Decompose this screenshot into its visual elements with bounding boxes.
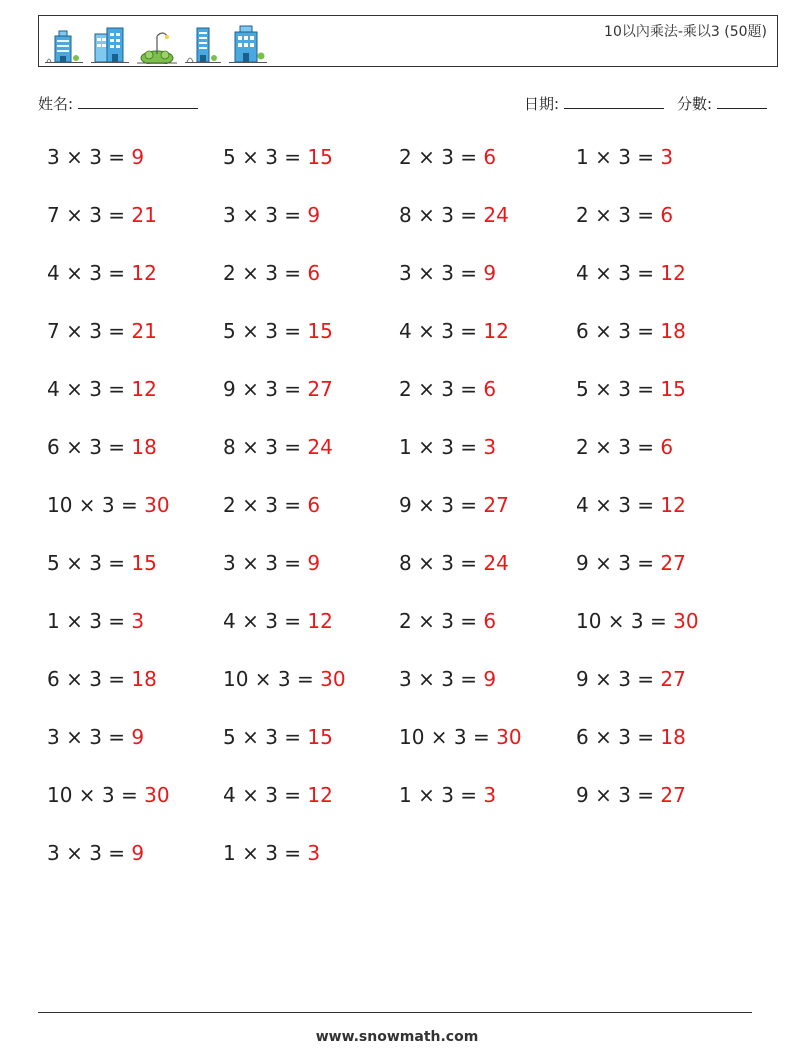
problem-item — [399, 203, 509, 227]
problem-answer: 15 — [307, 319, 333, 343]
problem-answer: 6 — [307, 261, 321, 285]
problem-item — [399, 725, 522, 749]
problem-question: 8 × 3 = — [399, 203, 484, 227]
problem-item — [47, 551, 157, 575]
problem-item — [223, 551, 320, 575]
problem-item — [576, 145, 673, 169]
problem-answer: 6 — [483, 609, 497, 633]
problem-item — [223, 609, 333, 633]
problem-question: 3 × 3 = — [223, 551, 308, 575]
problem-answer: 27 — [660, 783, 686, 807]
problem-item — [576, 319, 686, 343]
problem-answer: 15 — [131, 551, 157, 575]
office-building-icon — [91, 24, 129, 64]
problem-answer: 30 — [144, 493, 170, 517]
problem-question: 9 × 3 = — [576, 667, 661, 691]
problem-item — [399, 493, 509, 517]
problem-answer: 27 — [660, 551, 686, 575]
problem-item — [47, 377, 157, 401]
problem-answer: 12 — [307, 609, 333, 633]
problem-answer: 9 — [131, 841, 145, 865]
problem-item — [223, 667, 346, 691]
problem-question: 3 × 3 = — [47, 145, 132, 169]
problem-item — [223, 377, 333, 401]
problem-item — [223, 725, 333, 749]
problem-answer: 6 — [660, 203, 674, 227]
problem-item — [47, 841, 144, 865]
problem-answer: 24 — [483, 203, 509, 227]
problem-question: 2 × 3 = — [223, 493, 308, 517]
problem-item — [223, 203, 320, 227]
problem-item — [399, 551, 509, 575]
problem-item — [576, 609, 699, 633]
problem-question: 8 × 3 = — [399, 551, 484, 575]
problem-answer: 12 — [131, 377, 157, 401]
problem-item — [47, 667, 157, 691]
problem-question: 3 × 3 = — [47, 725, 132, 749]
problem-question: 7 × 3 = — [47, 203, 132, 227]
problem-question: 4 × 3 = — [47, 377, 132, 401]
problem-answer: 30 — [496, 725, 522, 749]
problem-question: 5 × 3 = — [223, 725, 308, 749]
problem-item — [223, 841, 320, 865]
problem-answer: 3 — [483, 783, 497, 807]
problem-question: 6 × 3 = — [576, 725, 661, 749]
problem-question: 2 × 3 = — [223, 261, 308, 285]
date-line[interactable] — [564, 94, 664, 109]
footer-divider — [38, 1012, 752, 1013]
problem-question: 1 × 3 = — [399, 435, 484, 459]
problem-answer: 6 — [483, 145, 497, 169]
problem-item — [47, 435, 157, 459]
worksheet-title: 10以內乘法-乘以3 (50題) — [604, 24, 767, 40]
problem-question: 9 × 3 = — [576, 551, 661, 575]
date-field — [524, 93, 664, 114]
problem-question: 6 × 3 = — [576, 319, 661, 343]
tower-icon — [185, 24, 221, 64]
problem-question: 9 × 3 = — [576, 783, 661, 807]
problem-item — [47, 319, 157, 343]
problem-item — [399, 145, 496, 169]
score-label: 分數: — [677, 95, 713, 113]
problem-item — [47, 261, 157, 285]
problem-question: 2 × 3 = — [576, 435, 661, 459]
problem-question: 5 × 3 = — [223, 145, 308, 169]
problem-question: 2 × 3 = — [399, 609, 484, 633]
problem-answer: 18 — [660, 319, 686, 343]
problem-answer: 9 — [307, 203, 321, 227]
problem-question: 4 × 3 = — [47, 261, 132, 285]
problem-item — [576, 435, 673, 459]
name-line[interactable] — [78, 94, 198, 109]
name-label: 姓名: — [38, 95, 74, 113]
problem-item — [223, 435, 333, 459]
problem-question: 6 × 3 = — [47, 667, 132, 691]
problem-question: 5 × 3 = — [576, 377, 661, 401]
problem-question: 6 × 3 = — [47, 435, 132, 459]
problem-question: 10 × 3 = — [47, 493, 145, 517]
problem-answer: 24 — [307, 435, 333, 459]
problem-item — [47, 493, 170, 517]
problem-question: 7 × 3 = — [47, 319, 132, 343]
score-line[interactable] — [717, 94, 767, 109]
problem-question: 2 × 3 = — [399, 377, 484, 401]
problem-question: 10 × 3 = — [47, 783, 145, 807]
problem-answer: 27 — [307, 377, 333, 401]
problem-answer: 9 — [131, 145, 145, 169]
problem-item — [47, 783, 170, 807]
problem-item — [47, 145, 144, 169]
name-field — [38, 93, 198, 114]
problem-question: 3 × 3 = — [223, 203, 308, 227]
problem-item — [576, 783, 686, 807]
problem-question: 1 × 3 = — [576, 145, 661, 169]
problem-question: 4 × 3 = — [576, 261, 661, 285]
problem-item — [399, 609, 496, 633]
problem-answer: 30 — [144, 783, 170, 807]
problem-question: 1 × 3 = — [223, 841, 308, 865]
problem-question: 4 × 3 = — [576, 493, 661, 517]
problem-item — [399, 435, 496, 459]
problem-question: 4 × 3 = — [399, 319, 484, 343]
problem-item — [399, 667, 496, 691]
problem-item — [399, 261, 496, 285]
problem-answer: 12 — [660, 261, 686, 285]
problem-item — [223, 493, 320, 517]
problem-answer: 21 — [131, 203, 157, 227]
park-bench-icon — [137, 28, 177, 64]
problem-answer: 9 — [483, 667, 497, 691]
problem-item — [47, 203, 157, 227]
problem-answer: 27 — [660, 667, 686, 691]
header-icons — [45, 20, 275, 64]
problem-question: 2 × 3 = — [576, 203, 661, 227]
problem-question: 1 × 3 = — [399, 783, 484, 807]
problem-answer: 15 — [307, 145, 333, 169]
problem-question: 5 × 3 = — [47, 551, 132, 575]
problem-answer: 9 — [131, 725, 145, 749]
problem-question: 5 × 3 = — [223, 319, 308, 343]
problem-answer: 6 — [307, 493, 321, 517]
problem-item — [576, 261, 686, 285]
problem-question: 4 × 3 = — [223, 783, 308, 807]
problem-question: 10 × 3 = — [223, 667, 321, 691]
problem-item — [223, 145, 333, 169]
date-label: 日期: — [524, 95, 560, 113]
score-field — [677, 93, 767, 114]
problem-answer: 3 — [660, 145, 674, 169]
problem-item — [47, 609, 144, 633]
problem-item — [223, 783, 333, 807]
problem-question: 8 × 3 = — [223, 435, 308, 459]
problem-answer: 15 — [307, 725, 333, 749]
problem-answer: 15 — [660, 377, 686, 401]
problem-question: 10 × 3 = — [576, 609, 674, 633]
problem-answer: 18 — [131, 435, 157, 459]
problem-question: 3 × 3 = — [399, 667, 484, 691]
problem-answer: 27 — [483, 493, 509, 517]
problem-question: 2 × 3 = — [399, 145, 484, 169]
problem-answer: 12 — [483, 319, 509, 343]
problem-item — [399, 319, 509, 343]
problem-answer: 12 — [307, 783, 333, 807]
problem-question: 4 × 3 = — [223, 609, 308, 633]
problem-question: 3 × 3 = — [47, 841, 132, 865]
problem-answer: 9 — [483, 261, 497, 285]
problem-answer: 12 — [131, 261, 157, 285]
problem-item — [223, 319, 333, 343]
problem-question: 9 × 3 = — [399, 493, 484, 517]
footer-website: www.snowmath.com — [315, 1029, 479, 1045]
problem-item — [576, 725, 686, 749]
problem-answer: 30 — [673, 609, 699, 633]
problem-item — [399, 377, 496, 401]
problem-question: 10 × 3 = — [399, 725, 497, 749]
problem-item — [576, 667, 686, 691]
problem-answer: 6 — [660, 435, 674, 459]
problem-item — [47, 725, 144, 749]
building-icon — [45, 28, 83, 64]
problem-question: 9 × 3 = — [223, 377, 308, 401]
worksheet-header — [38, 15, 778, 67]
problem-answer: 21 — [131, 319, 157, 343]
problem-answer: 6 — [483, 377, 497, 401]
problem-question: 1 × 3 = — [47, 609, 132, 633]
problem-item — [576, 493, 686, 517]
problem-item — [576, 377, 686, 401]
problem-answer: 30 — [320, 667, 346, 691]
problem-answer: 3 — [307, 841, 321, 865]
apartment-icon — [229, 22, 267, 64]
problem-item — [576, 203, 673, 227]
problem-answer: 9 — [307, 551, 321, 575]
problem-answer: 3 — [483, 435, 497, 459]
problem-answer: 18 — [660, 725, 686, 749]
problem-item — [576, 551, 686, 575]
problem-answer: 3 — [131, 609, 145, 633]
problem-answer: 12 — [660, 493, 686, 517]
problem-answer: 18 — [131, 667, 157, 691]
problem-item — [223, 261, 320, 285]
problem-item — [399, 783, 496, 807]
problem-question: 3 × 3 = — [399, 261, 484, 285]
problem-answer: 24 — [483, 551, 509, 575]
